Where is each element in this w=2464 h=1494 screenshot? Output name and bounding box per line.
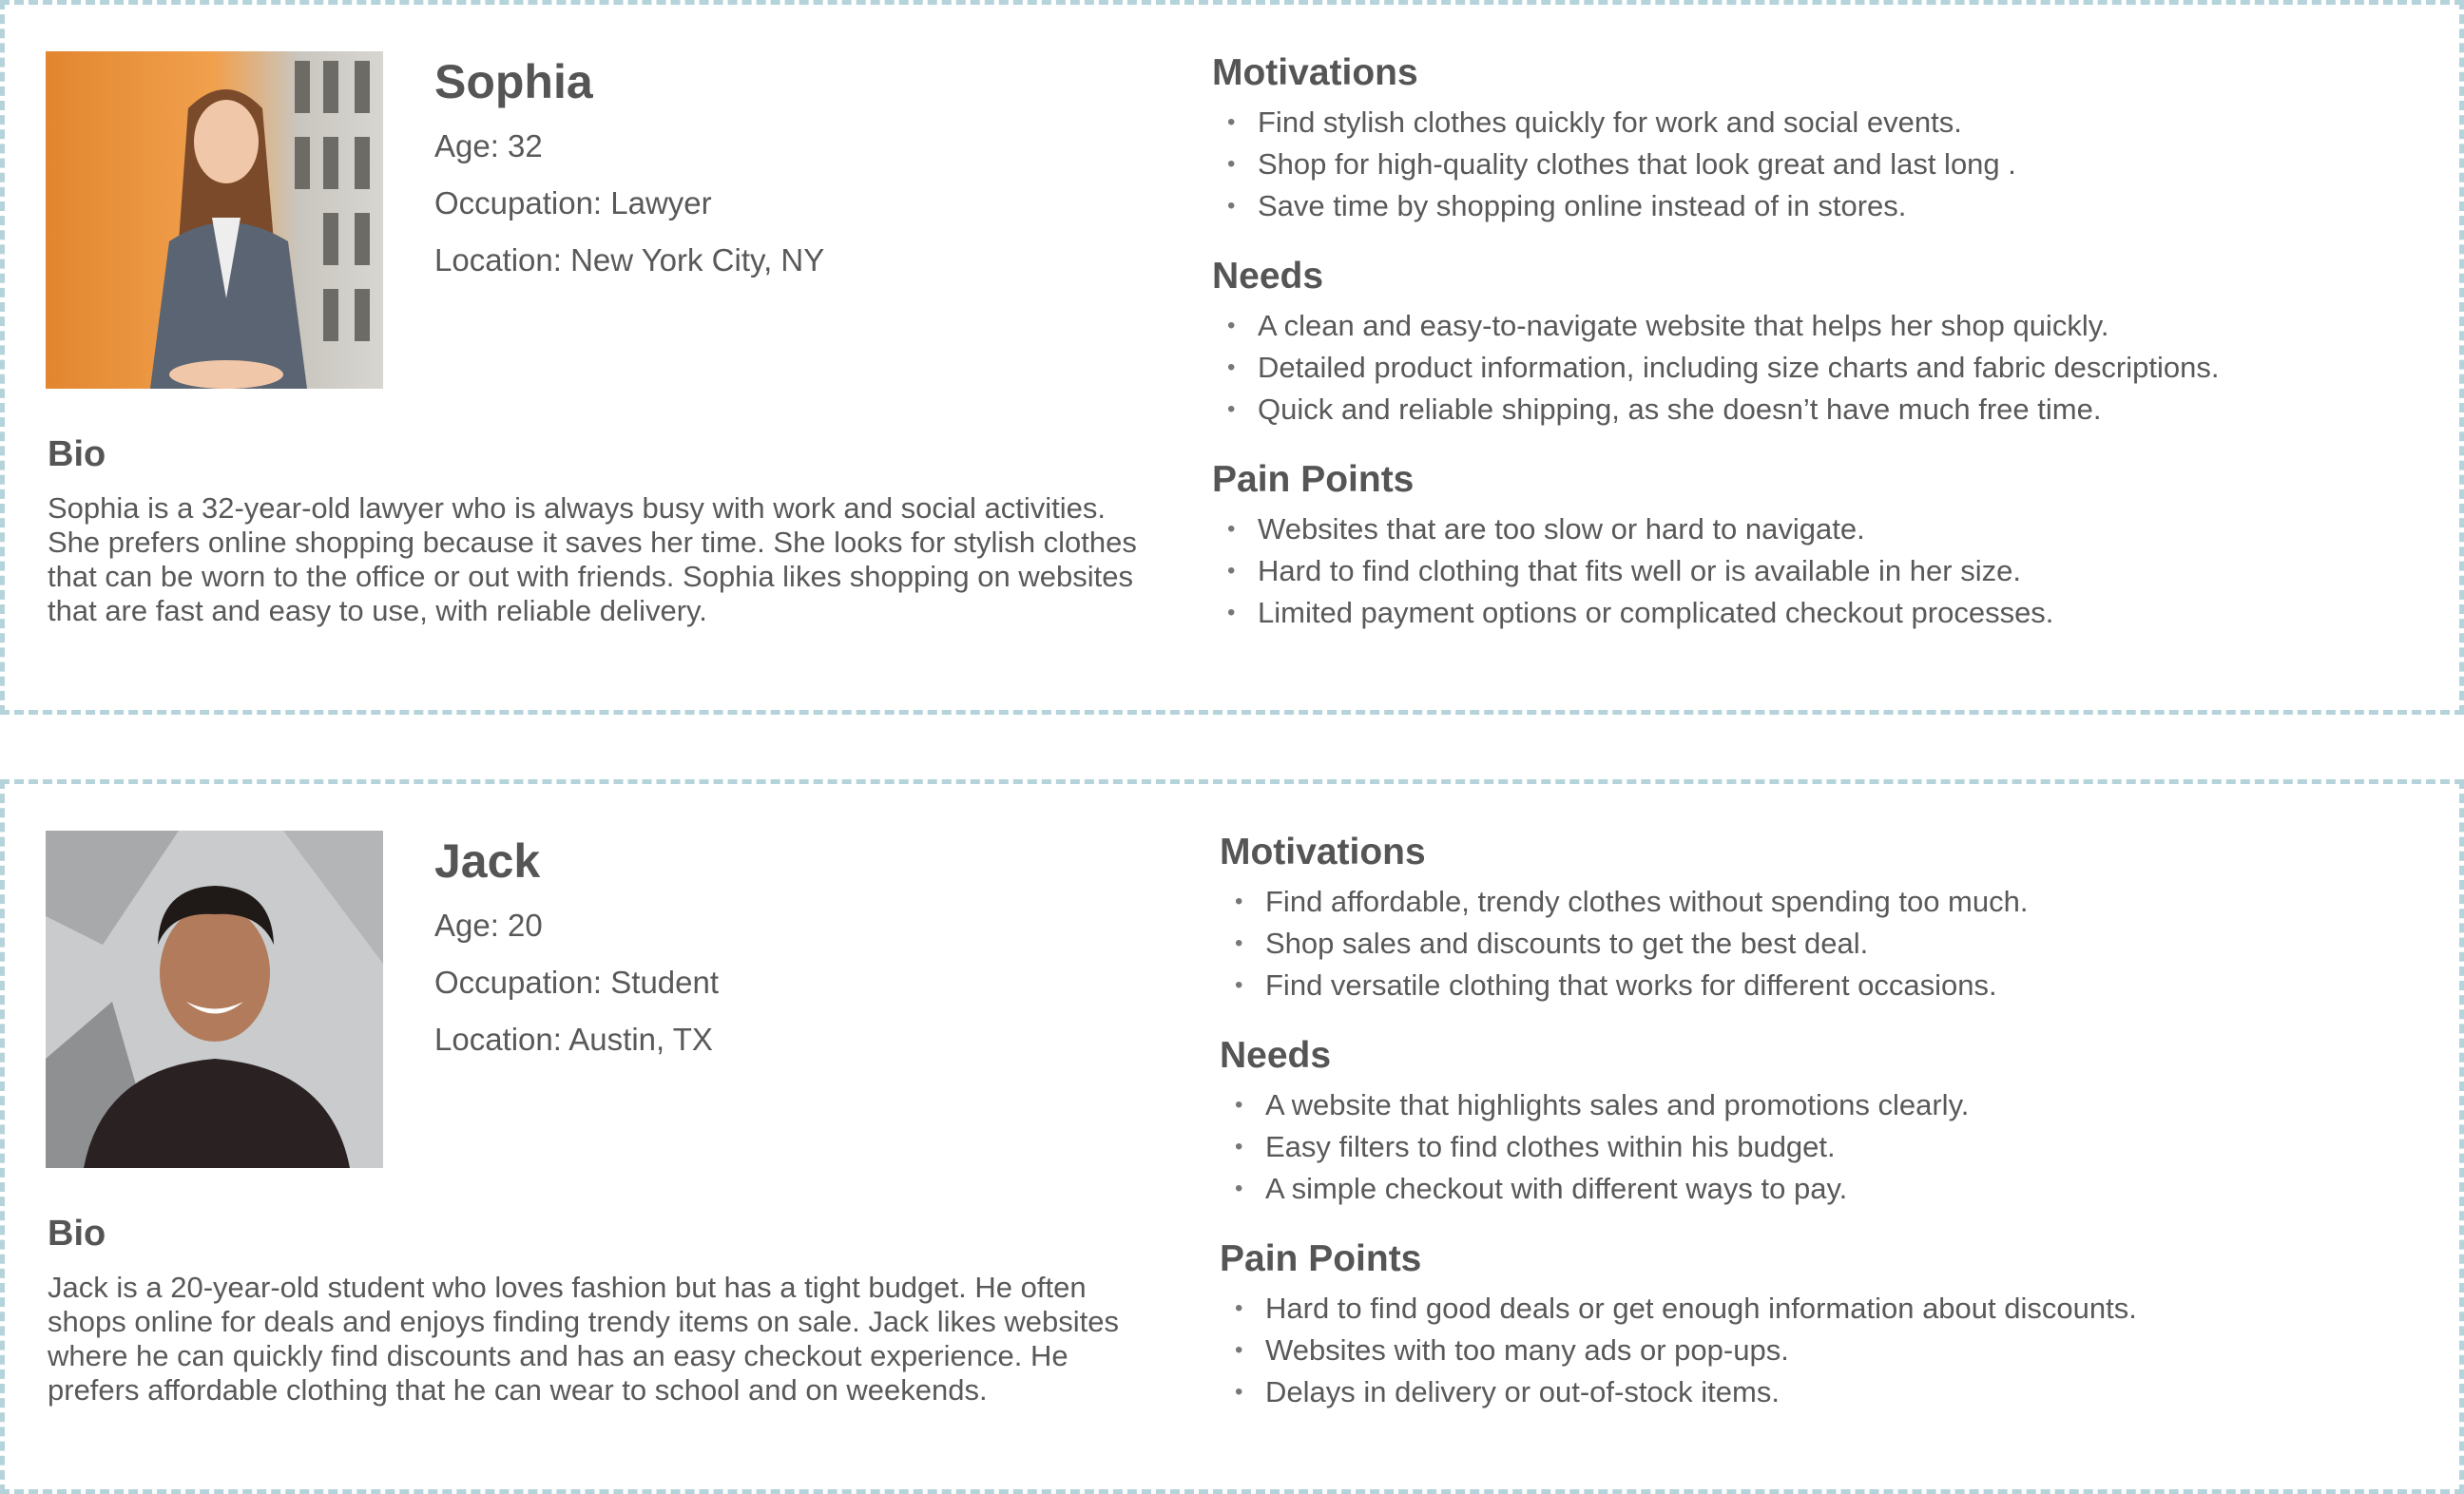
- bio-heading: Bio: [48, 1214, 106, 1254]
- pain-points-heading: Pain Points: [1212, 459, 1415, 500]
- pain-points-list: [1212, 508, 2448, 634]
- persona-details-column: [1212, 48, 2448, 659]
- list-item: • A simple checkout with different ways to pay.: [1220, 1168, 2455, 1210]
- list-item: • Detailed product information, including size charts and fabric descriptions.: [1212, 347, 2448, 389]
- list-item: • Limited payment options or complicated checkout processes.: [1212, 592, 2448, 634]
- needs-heading: Needs: [1220, 1035, 1332, 1076]
- persona-location: Location: Austin, TX: [434, 1022, 713, 1057]
- persona-photo-sophia: [46, 51, 383, 389]
- list-item: • Shop for high-quality clothes that look great and last long .: [1212, 144, 2448, 185]
- persona-location: Location: New York City, NY: [434, 242, 825, 278]
- bio-text: Sophia is a 32-year-old lawyer who is always busy with work and social activities. She prefers online shopping because it saves her time. She looks for stylish clothes that can be worn to the office or out with friends. Sophia likes shopping on websites that are fast and easy to use, with reliable delivery.: [48, 491, 1137, 627]
- persona-details-column: [1220, 828, 2455, 1438]
- motivations-heading: Motivations: [1212, 52, 1418, 93]
- list-item: • Find affordable, trendy clothes without spending too much.: [1220, 881, 2455, 923]
- persona-name: Sophia: [434, 55, 593, 108]
- list-item: • Websites with too many ads or pop-ups.: [1220, 1330, 2455, 1371]
- list-item: • Easy filters to find clothes within his budget.: [1220, 1126, 2455, 1168]
- list-item: • Hard to find good deals or get enough information about discounts.: [1220, 1288, 2455, 1330]
- bio-heading: Bio: [48, 434, 106, 474]
- persona-occupation: Occupation: Student: [434, 965, 720, 1000]
- pain-points-heading: Pain Points: [1220, 1238, 1422, 1279]
- list-item: • Shop sales and discounts to get the best deal.: [1220, 923, 2455, 965]
- persona-photo-jack: [46, 831, 383, 1168]
- persona-card-jack: [0, 779, 2464, 1494]
- persona-age: Age: 20: [434, 908, 543, 943]
- persona-occupation: Occupation: Lawyer: [434, 185, 712, 220]
- list-item: • Save time by shopping online instead of in stores.: [1212, 185, 2448, 227]
- needs-list: [1212, 305, 2448, 431]
- list-item: • Find stylish clothes quickly for work and social events.: [1212, 102, 2448, 144]
- list-item: • A website that highlights sales and promotions clearly.: [1220, 1084, 2455, 1126]
- motivations-list: [1220, 881, 2455, 1006]
- persona-name: Jack: [434, 834, 541, 888]
- motivations-heading: Motivations: [1220, 832, 1426, 872]
- bio-text: Jack is a 20-year-old student who loves fashion but has a tight budget. He often shops online for deals and enjoys finding trendy items on sale. Jack likes websites where he can quickly find discounts and has an easy checkout experience. He prefers affordable clothing that he can wear to school and on weekends.: [48, 1271, 1119, 1407]
- list-item: • Quick and reliable shipping, as she doesn’t have much free time.: [1212, 389, 2448, 431]
- motivations-list: [1212, 102, 2448, 227]
- persona-card-sophia: [0, 0, 2464, 715]
- needs-list: [1220, 1084, 2455, 1210]
- list-item: • A clean and easy-to-navigate website that helps her shop quickly.: [1212, 305, 2448, 347]
- list-item: • Hard to find clothing that fits well or is available in her size.: [1212, 550, 2448, 592]
- list-item: • Find versatile clothing that works for different occasions.: [1220, 965, 2455, 1006]
- persona-age: Age: 32: [434, 128, 543, 163]
- list-item: • Delays in delivery or out-of-stock items.: [1220, 1371, 2455, 1413]
- needs-heading: Needs: [1212, 256, 1324, 297]
- pain-points-list: [1220, 1288, 2455, 1413]
- list-item: • Websites that are too slow or hard to navigate.: [1212, 508, 2448, 550]
